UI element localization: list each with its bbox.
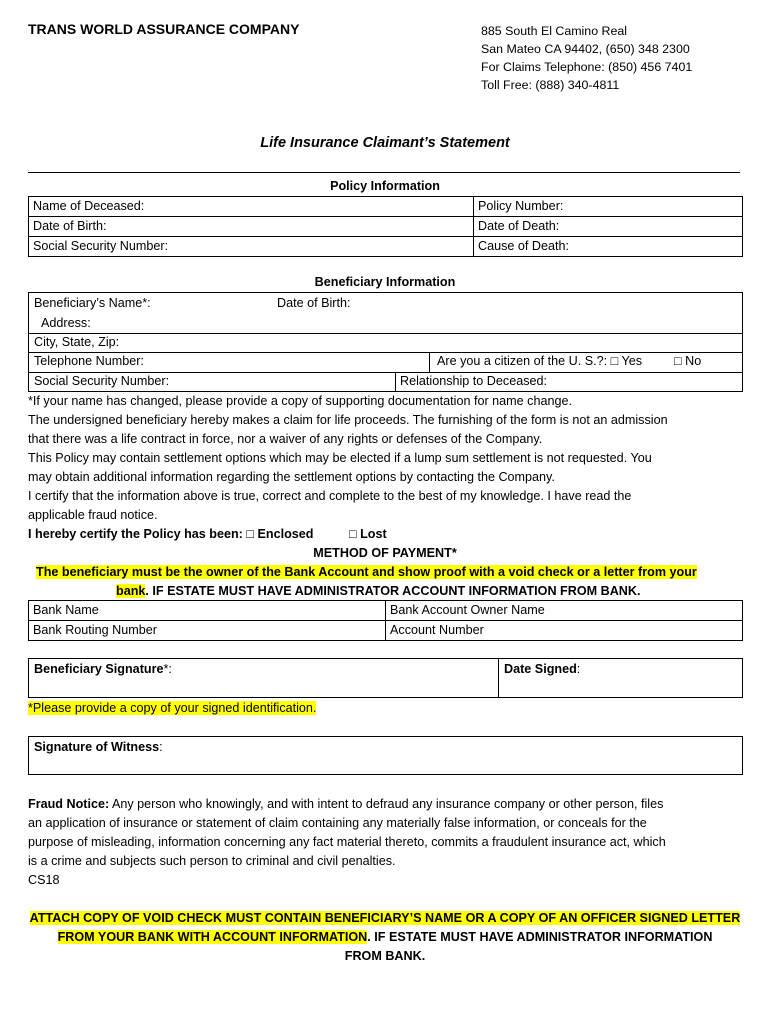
suffix: :: [576, 662, 581, 676]
divider: [429, 352, 430, 372]
company-name: TRANS WORLD ASSURANCE COMPANY: [28, 21, 300, 37]
estate-note: . IF ESTATE MUST HAVE ADMINISTRATOR ACCOUNT INFORMATION FROM BANK.: [145, 584, 641, 598]
fraud-notice: [28, 795, 748, 890]
title-divider: [28, 172, 740, 173]
label: Signature of Witness: [34, 740, 160, 754]
payment-heading: METHOD OF PAYMENT*: [313, 546, 457, 560]
deceased-ssn-field[interactable]: Social Security Number:: [29, 237, 474, 257]
signature-box: [28, 658, 743, 698]
lost-checkbox[interactable]: □ Lost: [349, 527, 387, 541]
attach-instructions: [0, 909, 770, 966]
divider: [29, 333, 742, 334]
company-address: [481, 22, 692, 94]
beneficiary-box: [28, 292, 743, 392]
fraud-line: [28, 795, 748, 814]
attach-line: [0, 928, 770, 947]
certify-paragraph-line: applicable fraud notice.: [28, 508, 158, 522]
suffix: :: [159, 740, 163, 754]
certify-paragraph-line: I certify that the information above is true, correct and complete to the best of my knowledge. I have read the: [28, 489, 632, 503]
policy-number-field[interactable]: Policy Number:: [474, 197, 743, 217]
highlight: FROM YOUR BANK WITH ACCOUNT INFORMATION: [57, 930, 368, 944]
highlight: The beneficiary must be the owner of the Bank Account and show proof with a void check or a letter from your: [36, 565, 697, 579]
beneficiary-phone-field[interactable]: Telephone Number:: [34, 354, 144, 368]
fraud-line: is a crime and subjects such person to criminal and civil penalties.: [28, 854, 396, 868]
address-line-2: San Mateo CA 94402, (650) 348 2300: [481, 42, 690, 56]
attach-rest: . IF ESTATE MUST HAVE ADMINISTRATOR INFORMATION: [367, 930, 713, 944]
bank-owner-note-2: [116, 582, 641, 601]
beneficiary-dob-field[interactable]: Date of Birth:: [277, 296, 351, 310]
claim-paragraph-line: that there was a life contract in force, nor a waiver of any rights or defenses of the Company.: [28, 432, 543, 446]
routing-number-field[interactable]: Bank Routing Number: [29, 621, 386, 641]
id-note: [28, 699, 316, 718]
beneficiary-address-field[interactable]: Address:: [41, 316, 91, 330]
name-of-deceased-field[interactable]: Name of Deceased:: [29, 197, 474, 217]
beneficiary-city-field[interactable]: City, State, Zip:: [34, 335, 120, 349]
relationship-field[interactable]: Relationship to Deceased:: [400, 374, 548, 388]
highlight: *Please provide a copy of your signed identification.: [28, 701, 317, 715]
witness-signature-field[interactable]: [34, 738, 163, 757]
bank-owner-name-field[interactable]: Bank Account Owner Name: [386, 601, 743, 621]
label: Date Signed: [504, 662, 577, 676]
suffix: *:: [163, 662, 172, 676]
name-change-note: *If your name has changed, please provide a copy of supporting documentation for name change.: [28, 394, 572, 408]
beneficiary-ssn-field[interactable]: Social Security Number:: [34, 374, 170, 388]
highlight: ATTACH COPY OF VOID CHECK MUST CONTAIN BENEFICIARY’S NAME OR A COPY OF AN OFFICER SIGNED LETTER: [29, 911, 741, 925]
settlement-paragraph-line: may obtain additional information regarding the settlement options by contacting the Company.: [28, 470, 555, 484]
citizen-no-checkbox[interactable]: □ No: [674, 354, 702, 368]
form-code: CS18: [28, 873, 60, 887]
enclosed-checkbox[interactable]: I hereby certify the Policy has been: □ Enclosed: [28, 527, 314, 541]
statement-text: [28, 392, 743, 525]
bank-table: [28, 600, 743, 641]
divider: [395, 372, 396, 392]
bank-name-field[interactable]: Bank Name: [29, 601, 386, 621]
address-line-1: 885 South El Camino Real: [481, 24, 628, 38]
divider: [498, 659, 499, 697]
highlight: bank: [116, 584, 146, 598]
toll-free: Toll Free: (888) 340-4811: [481, 78, 620, 92]
fraud-line: an application of insurance or statement of claim containing any materially false information, or conceals for the: [28, 816, 647, 830]
attach-line: [0, 909, 770, 928]
bank-owner-note: [36, 563, 697, 582]
deceased-dob-field[interactable]: Date of Birth:: [29, 217, 474, 237]
cause-of-death-field[interactable]: Cause of Death:: [474, 237, 743, 257]
beneficiary-heading: Beneficiary Information: [314, 275, 456, 289]
citizen-yes-checkbox[interactable]: Are you a citizen of the U. S.?: □ Yes: [437, 354, 643, 368]
settlement-paragraph-line: This Policy may contain settlement options which may be elected if a lump sum settlement is not requested. You: [28, 451, 652, 465]
account-number-field[interactable]: Account Number: [386, 621, 743, 641]
form-title: Life Insurance Claimant’s Statement: [260, 135, 510, 151]
policy-table: [28, 196, 743, 257]
date-signed-field[interactable]: [504, 660, 580, 679]
fraud-text: Any person who knowingly, and with intent to defraud any insurance company or other person, files: [109, 797, 664, 811]
beneficiary-name-field[interactable]: Beneficiary’s Name*:: [34, 296, 151, 310]
witness-box[interactable]: [28, 736, 743, 775]
beneficiary-signature-field[interactable]: [34, 660, 172, 679]
claims-phone: For Claims Telephone: (850) 456 7401: [481, 60, 693, 74]
date-of-death-field[interactable]: Date of Death:: [474, 217, 743, 237]
fraud-label: Fraud Notice:: [28, 797, 110, 811]
claim-paragraph-line: The undersigned beneficiary hereby makes a claim for life proceeds. The furnishing of the form is not an admission: [28, 413, 668, 427]
label: Beneficiary Signature: [34, 662, 164, 676]
policy-heading: Policy Information: [330, 179, 440, 193]
fraud-line: purpose of misleading, information concerning any fact material thereto, commits a fraudulent insurance act, which: [28, 835, 666, 849]
attach-line: FROM BANK.: [344, 949, 426, 963]
